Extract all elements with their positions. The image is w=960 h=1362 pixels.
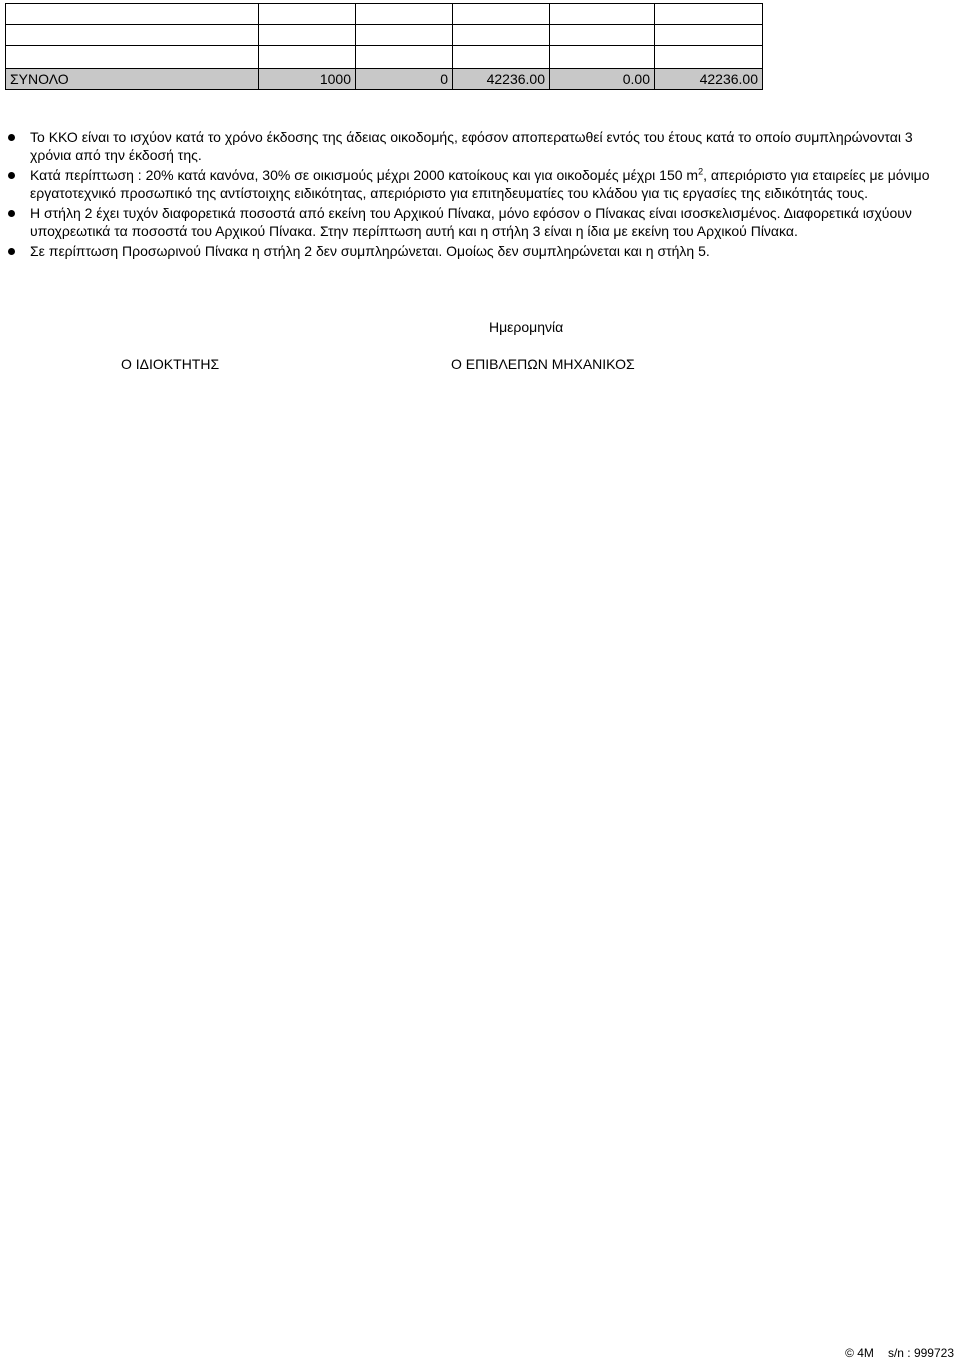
table-cell [259,46,356,69]
table-row [6,46,763,69]
table-row [6,25,763,46]
total-label: ΣΥΝΟΛΟ [6,69,259,90]
bullet-icon [8,172,15,179]
superscript: 2 [698,166,704,177]
note-item [8,128,953,164]
table-cell [356,4,453,25]
footer [845,1346,954,1360]
table-cell [655,46,763,69]
total-col4: 0.00 [550,69,655,90]
bullet-icon [8,248,15,255]
note-text [30,167,930,201]
table-cell [453,25,550,46]
note-item [8,204,953,240]
note-text: Η στήλη 2 έχει τυχόν διαφορετικά ποσοστά από εκείνη του Αρχικού Πίνακα, μόνο εφόσον ο Πίνακας είναι ισοσκελισμένος. Διαφορετικά ισχύουν υποχρεωτικά τα ποσοστά του Αρχικού Πίνακα. Στην περίπτωση αυτή και η στήλη 3 είναι η ίδια με εκείνη του Αρχικού Πίνακα. [30,205,912,239]
copyright-brand: © 4M [845,1346,874,1360]
note-item [8,166,953,202]
table-cell [6,46,259,69]
total-col1: 1000 [259,69,356,90]
table-cell [453,4,550,25]
table-cell [356,46,453,69]
engineer-label: Ο ΕΠΙΒΛΕΠΩΝ ΜΗΧΑΝΙΚΟΣ [451,356,635,372]
serial-number: s/n : 999723 [887,1346,954,1360]
note-text-part: Κατά περίπτωση : 20% κατά κανόνα, 30% σε οικισμούς μέχρι 2000 κατοίκους και για οικοδομές μέχρι 150 m [30,167,699,183]
table-cell [550,25,655,46]
note-text-part: , απεριόριστο για εταιρείες με μόνιμο εργατοτεχνικό προσωπικό της αντίστοιχης ειδικότητας, απεριόριστο για επιτηδευματίες του κλάδου για τις εργασίες της ειδικότητάς τους. [30,167,930,201]
total-col3: 42236.00 [453,69,550,90]
table-cell [453,46,550,69]
table-cell [550,46,655,69]
table-row [6,4,763,25]
note-text: Σε περίπτωση Προσωρινού Πίνακα η στήλη 2 δεν συμπληρώνεται. Ομοίως δεν συμπληρώνεται και η στήλη 5. [30,243,710,259]
bullet-icon [8,210,15,217]
date-label: Ημερομηνία [489,319,564,335]
total-col5: 42236.00 [655,69,763,90]
note-text: Το ΚΚΟ είναι το ισχύον κατά το χρόνο έκδοσης της άδειας οικοδομής, εφόσον αποπερατωθεί εντός του έτους κατά το οποίο συμπληρώνονται 3 χρόνια από την έκδοσή της. [30,129,913,163]
owner-label: Ο ΙΔΙΟΚΤΗΤΗΣ [121,356,220,372]
table-cell [259,4,356,25]
table-cell [655,25,763,46]
table-cell [6,4,259,25]
table-cell [259,25,356,46]
notes-list [8,128,953,260]
summary-table [5,3,763,90]
total-row [6,69,763,90]
total-col2: 0 [356,69,453,90]
note-item [8,242,953,260]
bullet-icon [8,134,15,141]
table-cell [550,4,655,25]
table-cell [6,25,259,46]
table-cell [655,4,763,25]
table-cell [356,25,453,46]
